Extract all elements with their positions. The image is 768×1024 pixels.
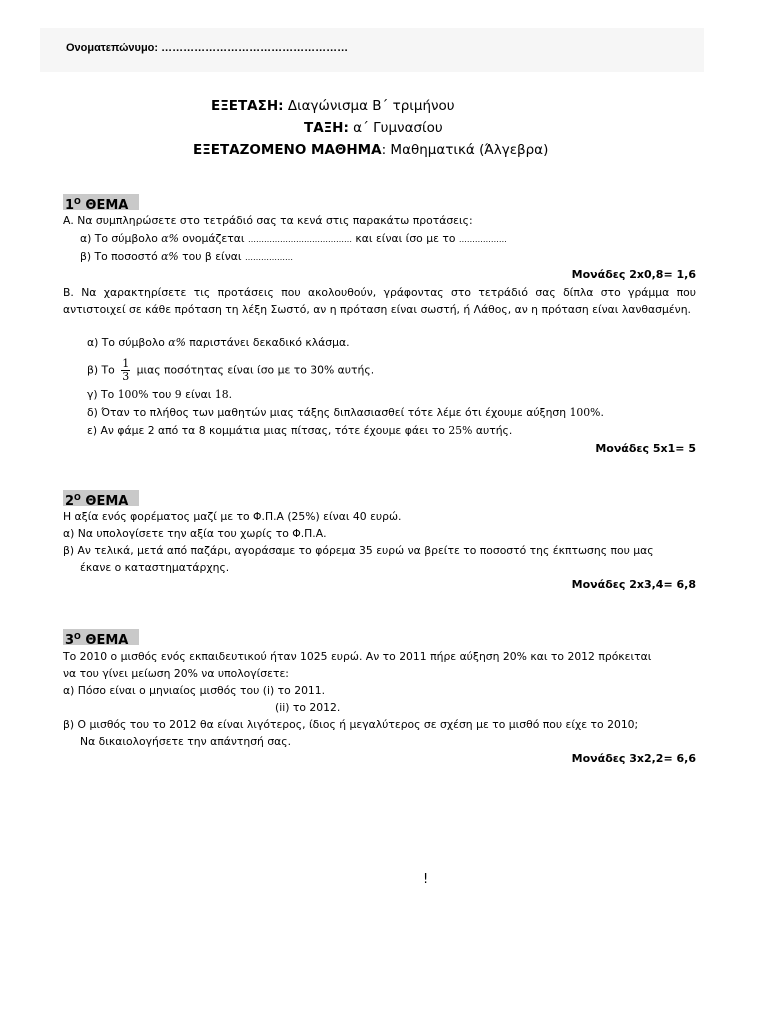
theme-3-a1: α) Πόσο είναι ο μηνιαίος μισθός του (i) το 2011. bbox=[63, 684, 326, 697]
exam-value: Διαγώνισμα Β΄ τριμήνου bbox=[283, 98, 455, 114]
theme-1-b2: β) Το $\frac{1}{3}$ μιας ποσότητας είναι ίσο με το 30% αυτής. bbox=[87, 357, 375, 383]
subject-title bbox=[193, 142, 548, 158]
theme-2-intro: Η αξία ενός φορέματος μαζί με το Φ.Π.Α (25%) είναι 40 ευρώ. bbox=[63, 510, 402, 523]
subject-label: ΕΞΕΤΑΖΟΜΕΝΟ ΜΑΘΗΜΑ bbox=[193, 142, 382, 158]
theme-2-a: α) Να υπολογίσετε την αξία του χωρίς το Φ.Π.Α. bbox=[63, 527, 327, 540]
theme-3-a2: (ii) το 2012. bbox=[275, 701, 341, 714]
exam-label: ΕΞΕΤΑΣΗ: bbox=[211, 98, 284, 114]
theme-1-b3: γ) Το 100% του 9 είναι 18. bbox=[87, 388, 233, 401]
class-title bbox=[304, 120, 443, 136]
student-name-line: Ονοματεπώνυμο: …………………………………………… bbox=[66, 42, 349, 54]
exam-title bbox=[211, 98, 455, 114]
theme-1-heading: $1^O$ ΘΕΜΑ bbox=[63, 194, 139, 210]
theme-2-b-line2: έκανε ο καταστηματάρχης. bbox=[80, 561, 230, 574]
class-label: ΤΑΞΗ: bbox=[304, 120, 349, 136]
footer-mark: ! bbox=[423, 872, 429, 887]
theme-3-heading: $3^O$ ΘΕΜΑ bbox=[63, 629, 139, 645]
theme-1-a2: β) Το ποσοστό α% του β είναι ……………… bbox=[80, 250, 293, 263]
theme-1-a-marks: Μονάδες 2x0,8= 1,6 bbox=[571, 268, 696, 281]
theme-1-b5: ε) Αν φάμε 2 από τα 8 κομμάτια μιας πίτσας, τότε έχουμε φάει το 25% αυτής. bbox=[87, 424, 513, 437]
theme-1-a1: α) Το σύμβολο α% ονομάζεται ………………………………… και είναι ίσο με το ……………… bbox=[80, 232, 507, 245]
theme-1-b-marks: Μονάδες 5x1= 5 bbox=[595, 442, 696, 455]
theme-3-b-line2: Να δικαιολογήσετε την απάντησή σας. bbox=[80, 735, 292, 748]
theme-3-marks: Μονάδες 3x2,2= 6,6 bbox=[571, 752, 696, 765]
theme-3-intro-line1: Το 2010 ο μισθός ενός εκπαιδευτικού ήταν 1025 ευρώ. Αν το 2011 πήρε αύξηση 20% και το 2012 πρόκειται bbox=[63, 650, 652, 663]
theme-1-b4: δ) Όταν το πλήθος των μαθητών μιας τάξης διπλασιασθεί τότε λέμε ότι έχουμε αύξηση 100%. bbox=[87, 406, 604, 419]
theme-2-heading: $2^O$ ΘΕΜΑ bbox=[63, 490, 139, 506]
fraction-one-third: $\frac{1}{3}$ bbox=[122, 357, 130, 383]
class-value: α΄ Γυμνασίου bbox=[348, 120, 443, 136]
theme-1-part-b-intro: Β. Να χαρακτηρίσετε τις προτάσεις που ακολουθούν, γράφοντας στο τετράδιό σας δίπλα στο γράμμα που αντιστοιχεί σε κάθε πρόταση τη λέξη Σωστό, αν η πρόταση είναι σωστή, ή Λάθος, αν η πρόταση είναι λανθασμένη. bbox=[63, 286, 696, 316]
theme-3-b-line1: β) Ο μισθός του το 2012 θα είναι λιγότερος, ίδιος ή μεγαλύτερος σε σχέση με το μισθό που είχε το 2010; bbox=[63, 718, 639, 731]
theme-1-part-a-intro: Α. Να συμπληρώσετε στο τετράδιό σας τα κενά στις παρακάτω προτάσεις: bbox=[63, 214, 473, 227]
theme-1-b1: α) Το σύμβολο α% παριστάνει δεκαδικό κλάσμα. bbox=[87, 336, 350, 349]
theme-3-intro-line2: να του γίνει μείωση 20% να υπολογίσετε: bbox=[63, 667, 289, 680]
theme-2-b-line1: β) Αν τελικά, μετά από παζάρι, αγοράσαμε το φόρεμα 35 ευρώ να βρείτε το ποσοστό της έκπτωσης που μας bbox=[63, 544, 654, 557]
subject-value: : Μαθηματικά (Άλγεβρα) bbox=[381, 142, 549, 158]
theme-2-marks: Μονάδες 2x3,4= 6,8 bbox=[571, 578, 696, 591]
